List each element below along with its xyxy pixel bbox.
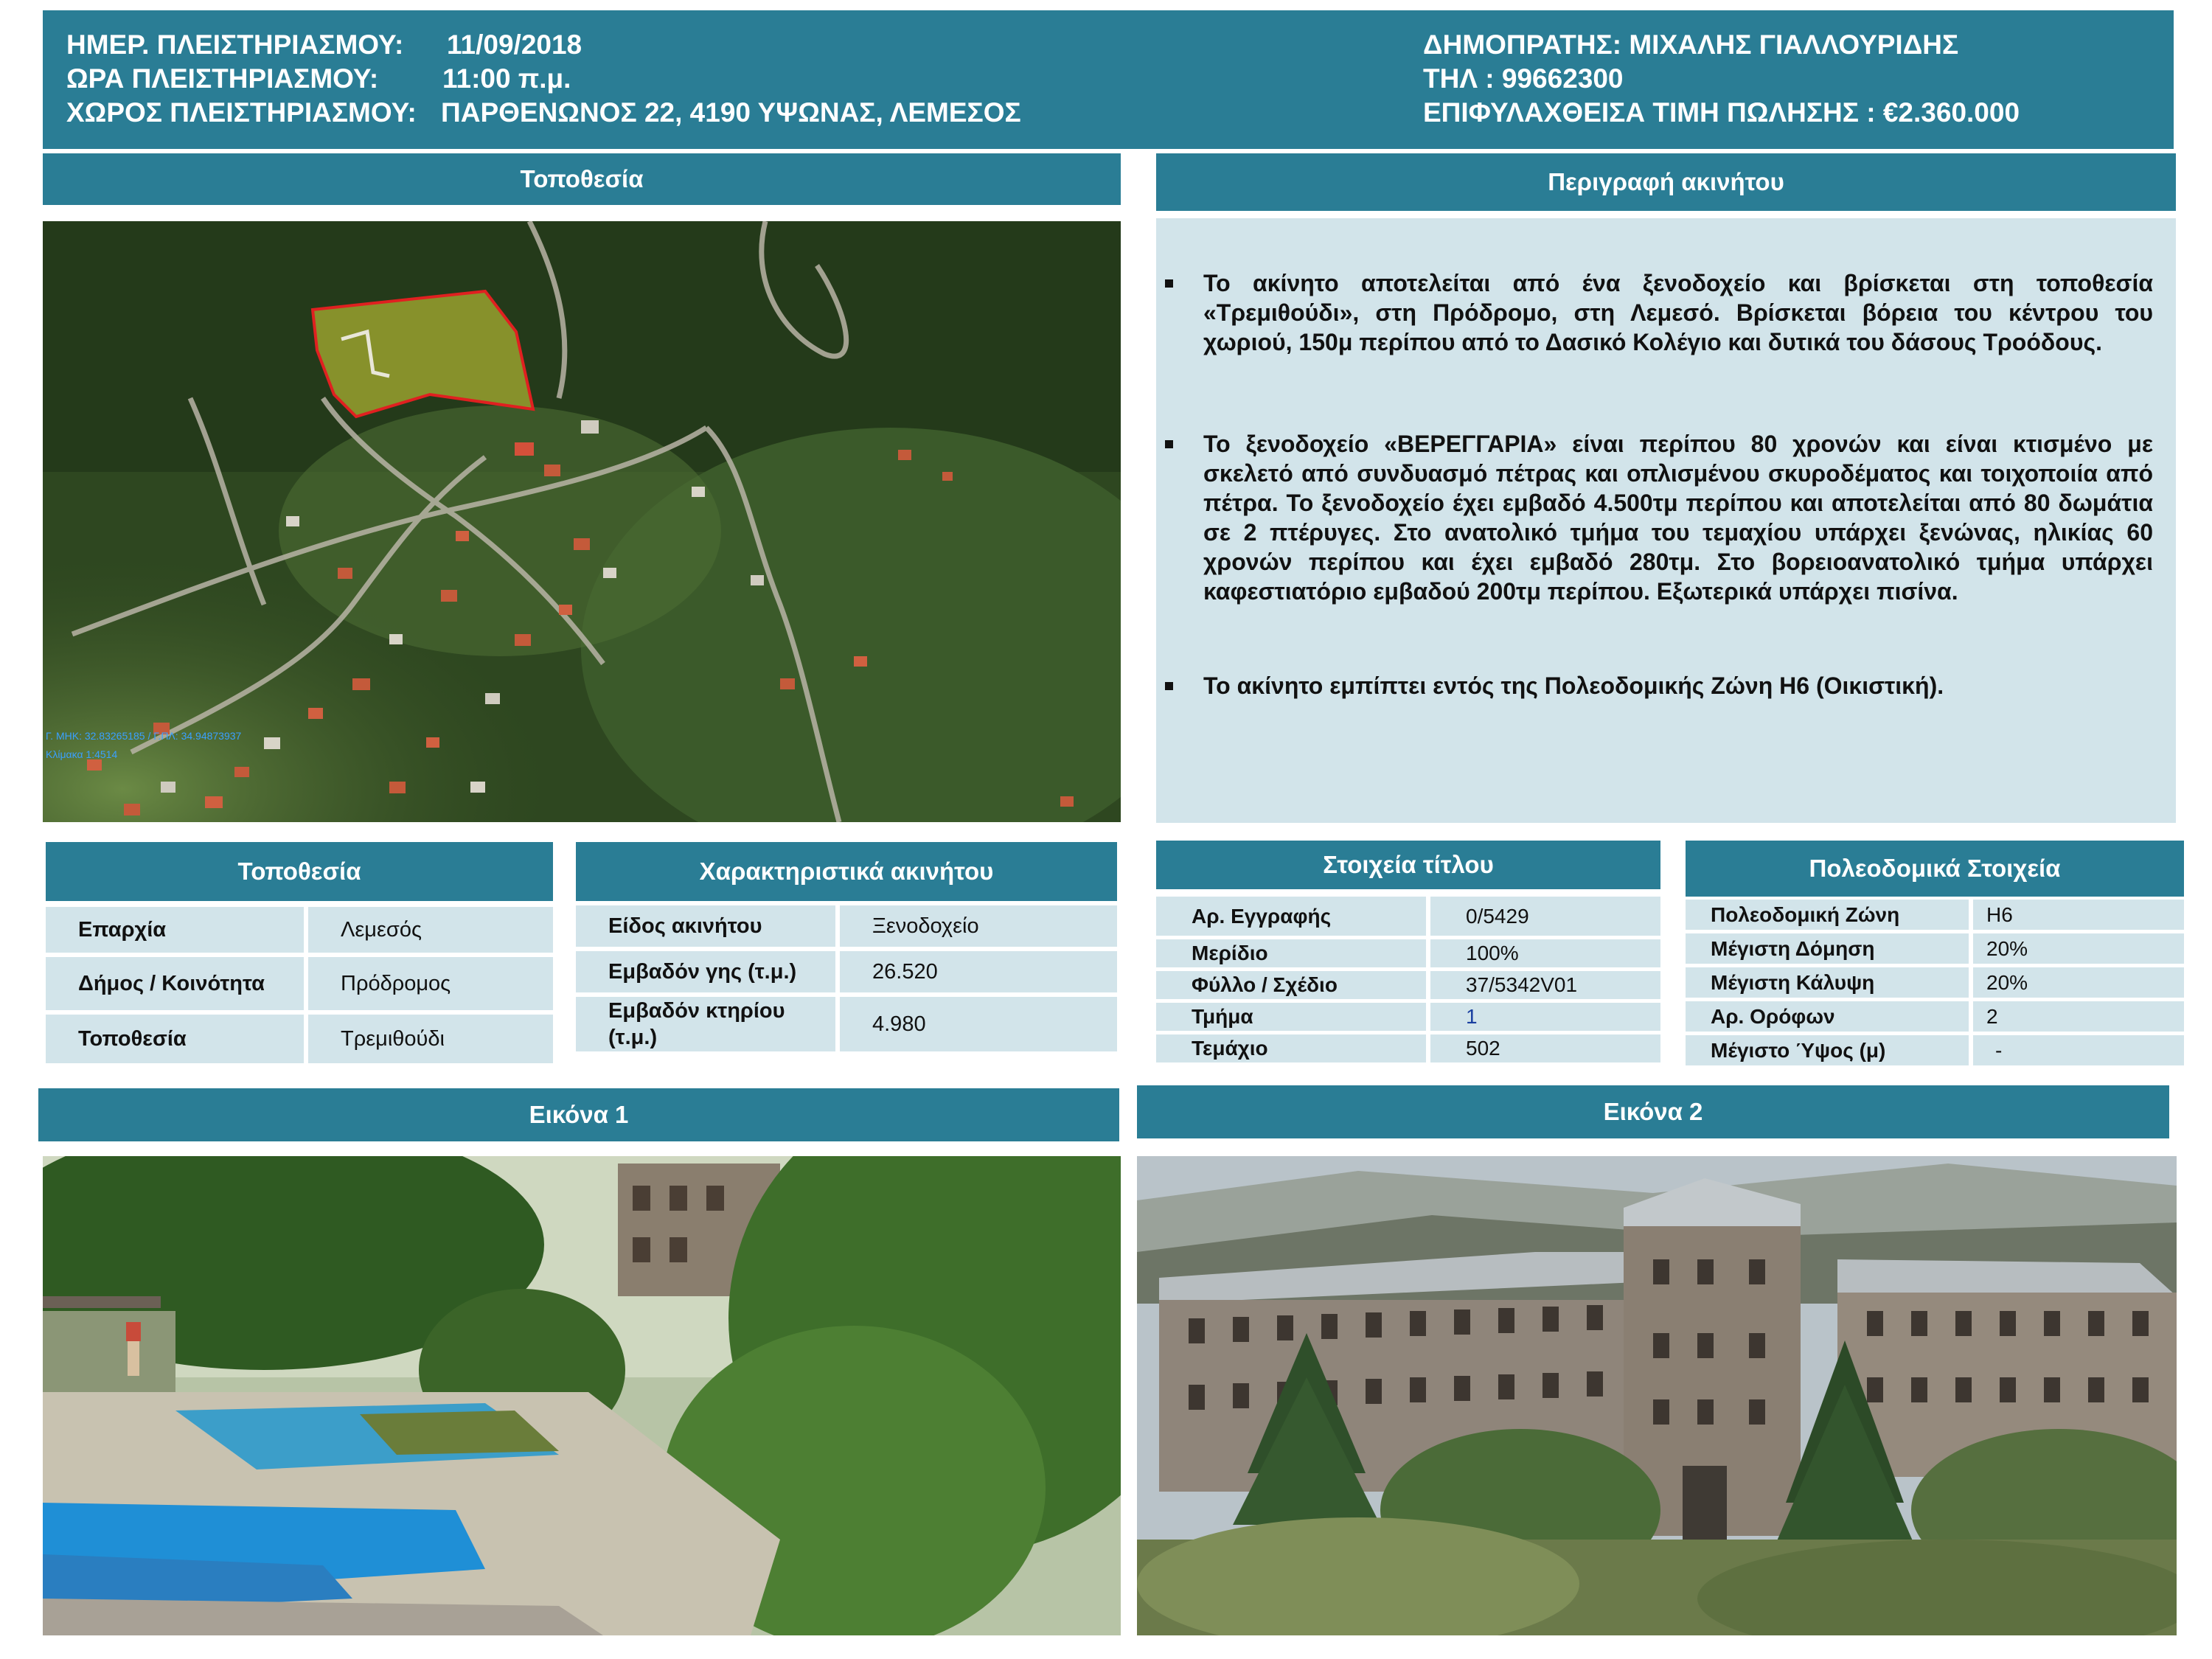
auction-date-value: 11/09/2018	[447, 29, 582, 60]
table-row	[46, 957, 553, 1015]
description-bullet	[1165, 268, 2153, 357]
table-cell-label: Μερίδιο	[1156, 939, 1426, 971]
description-section-title: Περιγραφή ακινήτου	[1156, 153, 2176, 211]
table-row	[576, 951, 1117, 997]
pool-photo	[43, 1156, 1121, 1635]
title-table-title: Στοιχεία τίτλου	[1156, 841, 1660, 889]
description-text: Το ακίνητο εμπίπτει εντός της Πολεοδομικής Ζώνη Η6 (Οικιστική).	[1203, 672, 1944, 699]
planning-table-title: Πολεοδομικά Στοιχεία	[1686, 841, 2184, 897]
table-row	[1156, 939, 1660, 971]
table-row	[46, 1015, 553, 1068]
features-table	[576, 905, 1117, 1056]
table-row	[1686, 967, 2184, 1001]
features-table-title: Χαρακτηριστικά ακινήτου	[576, 842, 1117, 901]
location-section-title: Τοποθεσία	[43, 153, 1121, 205]
table-cell-label: Αρ. Εγγραφής	[1156, 897, 1426, 939]
table-cell-label: Φύλλο / Σχέδιο	[1156, 971, 1426, 1003]
table-row	[1686, 900, 2184, 933]
auction-date-label: ΗΜΕΡ. ΠΛΕΙΣΤΗΡΙΑΣΜΟΥ:	[66, 29, 404, 60]
table-row	[1686, 1001, 2184, 1035]
table-row	[1156, 897, 1660, 939]
table-cell-value: 502	[1426, 1034, 1660, 1066]
table-cell-value: Τρεμιθούδι	[304, 1015, 553, 1068]
table-cell-label: Τμήμα	[1156, 1003, 1426, 1034]
table-cell-value: 20%	[1969, 967, 2184, 1001]
aerial-map-image	[43, 221, 1121, 822]
table-cell-value: 26.520	[835, 951, 1117, 997]
table-cell-label: Εμβαδόν κτηρίου (τ.μ.)	[576, 997, 835, 1056]
table-cell-label: Δήμος / Κοινότητα	[46, 957, 304, 1015]
pool-photo-image	[43, 1156, 1121, 1635]
table-cell-label: Επαρχία	[46, 907, 304, 957]
description-panel	[1156, 218, 2176, 823]
map-coordinates: Γ. ΜΗΚ: 32.83265185 / Γ.ΠΛ: 34.94873937	[46, 730, 242, 742]
table-cell-value: 100%	[1426, 939, 1660, 971]
bullet-square-icon	[1165, 440, 1173, 448]
table-cell-value: Πρόδρομος	[304, 957, 553, 1015]
auction-place-value: ΠΑΡΘΕΝΩΝΟΣ 22, 4190 ΥΨΩΝΑΣ, ΛΕΜΕΣΟΣ	[441, 97, 1021, 128]
auctioneer-name: ΔΗΜΟΠΡΑΤΗΣ: ΜΙΧΑΛΗΣ ΓΙΑΛΛΟΥΡΙΔΗΣ	[1423, 29, 1959, 60]
table-cell-value: 37/5342V01	[1426, 971, 1660, 1003]
table-cell-label: Πολεοδομική Ζώνη	[1686, 900, 1969, 933]
table-row	[1156, 1034, 1660, 1066]
table-row	[1686, 933, 2184, 967]
planning-table	[1686, 900, 2184, 1069]
description-text: Το ακίνητο αποτελείται από ένα ξενοδοχείο και βρίσκεται στη τοποθεσία «Τρεμιθούδι», στη Πρόδρομο, στη Λεμεσό. Βρίσκεται βόρεια του κέντρου του χωριού, 150μ περίπου από το Δασικό Κολέγιο και δυτικά του δάσους Τροόδους.	[1203, 270, 2153, 355]
table-row	[576, 905, 1117, 951]
table-cell-value: Λεμεσός	[304, 907, 553, 957]
table-cell-value: Ξενοδοχείο	[835, 905, 1117, 951]
auction-place-label: ΧΩΡΟΣ ΠΛΕΙΣΤΗΡΙΑΣΜΟΥ:	[66, 97, 417, 128]
location-table	[46, 907, 553, 1068]
table-cell-label: Μέγιστο Ύψος (μ)	[1686, 1035, 1969, 1069]
table-row	[1156, 971, 1660, 1003]
table-cell-value: Η6	[1969, 900, 2184, 933]
table-cell-label: Μέγιστη Κάλυψη	[1686, 967, 1969, 1001]
auctioneer-phone: ΤΗΛ : 99662300	[1423, 63, 1624, 94]
auction-header	[43, 10, 2174, 149]
table-cell-value: 4.980	[835, 997, 1117, 1056]
table-cell-value: 0/5429	[1426, 897, 1660, 939]
title-deed-table	[1156, 897, 1660, 1066]
description-bullet	[1165, 429, 2153, 606]
table-row	[1156, 1003, 1660, 1034]
table-cell-label: Τοποθεσία	[46, 1015, 304, 1068]
image1-title: Εικόνα 1	[38, 1088, 1119, 1141]
table-cell-label: Τεμάχιο	[1156, 1034, 1426, 1066]
auction-time-label: ΩΡΑ ΠΛΕΙΣΤΗΡΙΑΣΜΟΥ:	[66, 63, 379, 94]
description-bullet	[1165, 671, 2153, 700]
bullet-square-icon	[1165, 279, 1173, 288]
table-row	[46, 907, 553, 957]
location-table-title: Τοποθεσία	[46, 842, 553, 901]
image2-title: Εικόνα 2	[1137, 1085, 2169, 1138]
hotel-photo	[1137, 1156, 2177, 1635]
description-text: Το ξενοδοχείο «ΒΕΡΕΓΓΑΡΙΑ» είναι περίπου 80 χρονών και είναι κτισμένο με σκελετό από συνδυασμό πέτρας και οπλισμένου σκυροδέματος και τοιχοποιία από πέτρα. Το ξενοδοχείο έχει εμβαδό 4.500τμ περίπου και αποτελείται από 80 δωμάτια σε 2 πτέρυγες. Στο ανατολικό τμήμα του τεμαχίου υπάρχει ξενώνας, ηλικίας 60 χρονών περίπου και έχει εμβαδό 280τμ. Στο βορειοανατολικό τμήμα υπάρχει καφεστιατόριο εμβαδού 200τμ περίπου. Εξωτερικά υπάρχει πισίνα.	[1203, 431, 2153, 605]
table-cell-value: -	[1969, 1035, 2184, 1069]
table-cell-value: 2	[1969, 1001, 2184, 1035]
table-row	[576, 997, 1117, 1056]
table-cell-label: Εμβαδόν γης (τ.μ.)	[576, 951, 835, 997]
table-cell-value: 1	[1426, 1003, 1660, 1034]
bullet-square-icon	[1165, 682, 1173, 690]
table-row	[1686, 1035, 2184, 1069]
table-cell-value: 20%	[1969, 933, 2184, 967]
aerial-map	[43, 221, 1121, 822]
hotel-photo-image	[1137, 1156, 2177, 1635]
auction-time-value: 11:00 π.μ.	[442, 63, 571, 94]
table-cell-label: Είδος ακινήτου	[576, 905, 835, 951]
table-cell-label: Αρ. Ορόφων	[1686, 1001, 1969, 1035]
map-scale: Κλίμακα 1:4514	[46, 748, 118, 760]
table-cell-label: Μέγιστη Δόμηση	[1686, 933, 1969, 967]
reserve-price: ΕΠΙΦΥΛΑΧΘΕΙΣΑ ΤΙΜΗ ΠΩΛΗΣΗΣ : €2.360.000	[1423, 97, 2020, 128]
